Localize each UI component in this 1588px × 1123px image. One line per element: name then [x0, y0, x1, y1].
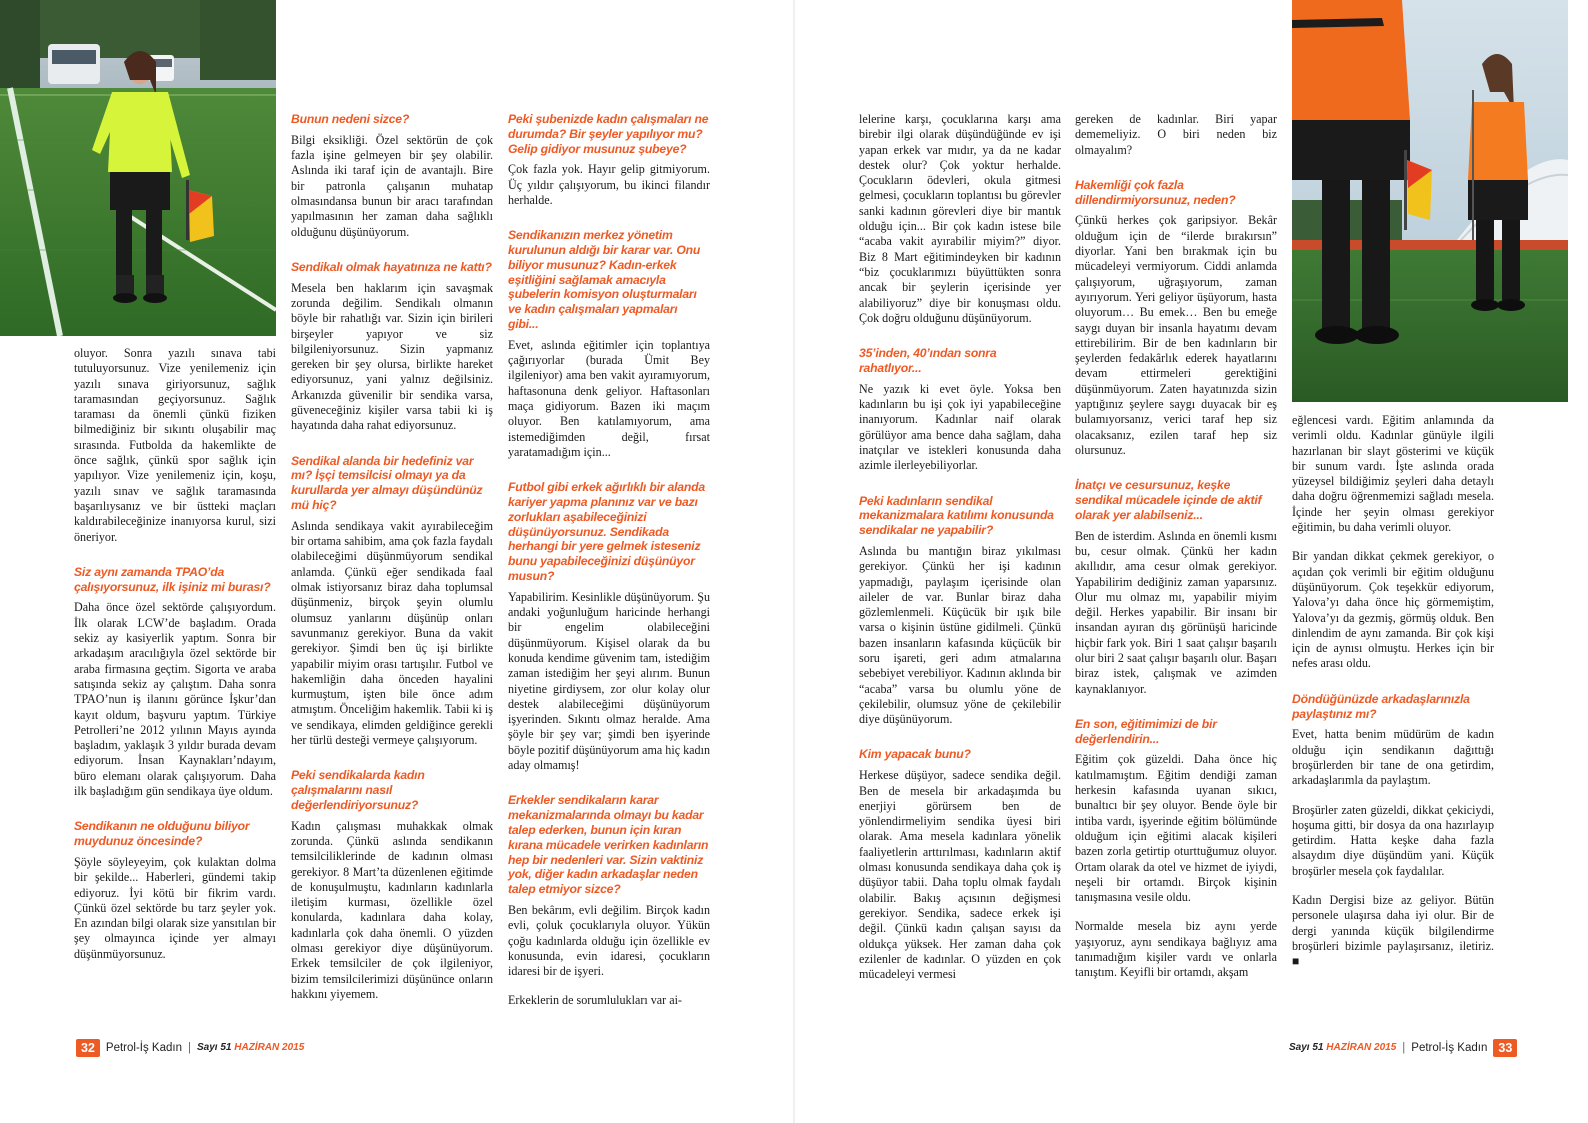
interview-answer: Mesela ben haklarım için savaşmak zorunda değilim. Sendikalı olmanın böyle bir rahatlığı var. Sizin için birileri birşeyler yapıyor ve siz bilgileniyorsunuz. Sizin yapmanız gereken bir şey olursa, birlikte hareket ediyorsunuz, yani yalnız değilsiniz. Arkanızda güvenilir bir sendika varsa, güveneceğiniz kişiler varsa tabii ki iş hayatında daha rahat ediyorsunuz.	[291, 280, 493, 433]
interview-answer: Aslında bu mantığın biraz yıkılması gerekiyor. Çünkü her işi kadının yapmadığı, paylaşım içerisinde olan aileler de var. Bunlar biraz daha gözlemlenmeli. Küçücük bir ışık bile varsa o kişinin üstüne gidilmeli. Çünkü bazen insanların kafasında küçücük bir soru işareti, geri adım atmalarına sebebiyet verebiliyor. Kadının aklında bir “acaba” varsa bu olumlu yöne de çekilebilir, olumsuz yöne de çekilebilir diye düşünüyorum.	[859, 543, 1061, 727]
interview-answer: oluyor. Sonra yazılı sınava tabi tutuluyorsunuz. Vize yenilemeniz için yazılı sınava giriyorsunuz, sağlık taramasından geçiyorsunuz. Sağlık taraması da önemli çünkü fiziken bilmediğiniz bir sıkıntı oluşabilir maç sırasında. Futbolda da hakemlikte de önce sağlık, çünkü spor sağlık için yapılıyor. Vize yenilemeniz için, koşu, yazılı sınav ve sağlık taramasında başarılıysanız ve bir üstteki maçları kaldırabileceğinize inanıyorsa kurul, sizi öneriyor.	[74, 346, 276, 544]
text-column-6	[1292, 413, 1494, 984]
page-number-left: 32	[76, 1039, 100, 1057]
interview-question: Erkekler sendikaların karar mekanizmalarında olmayı bu kadar talep ederken, bunun için kıran kırana mücadele verirken kadınların hep bir nedenleri var. Sizin vaktiniz yok, diğer kadın arkadaşlar neden talep etmiyor sizce?	[508, 793, 709, 897]
interview-answer: Normalde mesela biz aynı yerde yaşıyoruz, aynı sendikaya bağlıyız ama tanımadığım kişiler vardı ve onlarla tanıştım. Keyifli bir ortamdı, akşam	[1075, 919, 1277, 980]
interview-answer: Yapabilirim. Kesinlikle düşünüyorum. Şu andaki yoğunluğum haricinde herhangi bir engelim olabileceğini düşünmüyorum. Kişisel olarak da bu konuda kendime güvenim tam, istediğim zaman istediğim her şeyi alırım. Bunun niyetine girdiysem, zor olur kolay olur destek alabileceğimi düşünüyorum işyerinden. Sıkıntı olmaz heralde. Ama şöyle bir şey var; şimdi ben işyerinde böyle pozitif düşünüyorum ama hiç kadın aday olmamış!	[508, 589, 710, 773]
text-column-4	[859, 112, 1061, 996]
interview-answer: Şöyle söyleyeyim, çok kulaktan dolma bir şekilde... Haberleri, gündemi takip ediyoruz. İyi kötü bir fikrim vardı. Çünkü özel sektörde bu tarz şeyler yok. En azından bilgi olarak size yansıtılan bir şey olmayınca içinde yer almayı düşünmüyorsunuz.	[74, 854, 276, 961]
interview-question: Sendikanızın merkez yönetim kurulunun aldığı bir karar var. Onu biliyor musunuz? Kadın-erkek eşitliğini sağlamak amacıyla şubelerin komisyon oluşturmaları ve kadın çalışmaları yapmaları gibi...	[508, 228, 701, 332]
page-number-right: 33	[1493, 1039, 1517, 1057]
text-column-3	[508, 112, 710, 1023]
interview-question: Futbol gibi erkek ağırlıklı bir alanda kariyer yapma planınız var ve bazı zorlukları aşabileceğinizi düşünüyorsunuz. Sendikada herhangi bir yere gelmek isteseniz bunu yapabileceğinizi düşünüyor musun?	[508, 480, 705, 584]
footer-left	[76, 1037, 304, 1058]
interview-answer: Ben bekârım, evli değilim. Birçok kadın evli, çoluk çocuklarıyla oluyor. Yükün çoğu kadınlarda olduğu için özellikle ev konusunda, evin idaresi, çocukların idaresi bir de işyeri.	[508, 902, 710, 979]
issue-number-right: Sayı 51	[1289, 1042, 1324, 1053]
interview-question: Sendikanın ne olduğunu biliyor muydunuz öncesinde?	[74, 819, 250, 849]
interview-answer: Evet, hatta benim müdürüm de kadın olduğu için sendikanın dağıttığı broşürlerden bir tane de ona getirdim, arkadaşlarımla da paylaştım.	[1292, 727, 1494, 788]
interview-question: Peki kadınların sendikal mekanizmalara katılımı konusunda sendikalar ne yapabilir?	[859, 493, 1054, 538]
text-column-2	[291, 112, 493, 1016]
interview-answer: Bilgi eksikliği. Özel sektörün de çok fazla işine gelmeyen bir şey olabilir. Aslında iki taraf için de avantajlı. Bire bir patronla çalışanın muhatap olmasındansa bunun bir aracı tarafından yapılmasının her zaman daha sağlıklı olduğunu düşünüyorum.	[291, 132, 493, 239]
interview-answer: Çünkü herkes çok garipsiyor. Bekâr olduğum için de “ilerde bırakırsın” diyorlar. Yani ben bırakmak için bu mücadeleyi vermiyorum. Ciddi anlamda çalışıyorum, uğraşıyorum, zaman ayırıyorum. Yeri geliyor üşüyorum, hasta oluyorum… Bu emek… Ben bu emeğe saygı duyan bir insanla hayatımı devam ettirebilirim. Bir de ben kadınların bir şeylerden fedakârlık ederek hayatlarını devam ettirmeleri gerektiğini düşünmüyorum. Zaten hayatınızda sizin yaptığınız şeylere saygı duyacak bir eş bulamıyorsanız, verici taraf hep siz olacaksanız, ezilen taraf hep siz olursunuz.	[1075, 213, 1277, 457]
footer-right	[1289, 1037, 1517, 1058]
interview-question: Sendikal alanda bir hedefiniz var mı? İşçi temsilcisi olmayı ya da kurullarda yer almayı düşündünüz mü hiç?	[291, 453, 483, 513]
interview-answer: Aslında sendikaya vakit ayırabileceğim bir ortama sahibim, ama çok fazla faydalı olabileceğimi düşünmüyorum sendikal anlamda. Çünkü eğer sendikada faal olmak istiyorsanız biraz daha toplumsal düşünmeniz, birçok şeyin olumlu olumsuz yanlarını düşünüp onları savunmanız gerekiyor. Buna da vakit gerekiyor. Şimdi ben üç işi birlikte yapabilir miyim orası tartışılır. Futbol ve hakemliğin daha önceden hayalini kurmuştum, işten bile önce adım atmıştım. Önceliğim hakemlik. Tabii ki iş ve sendikaya, elimden geldiğince gerekli her türlü desteği vermeye çalışıyorum.	[291, 518, 493, 747]
interview-question: Peki sendikalarda kadın çalışmalarını nasıl değerlendiriyorsunuz?	[291, 768, 425, 812]
interview-question: Peki şubenizde kadın çalışmaları ne durumda? Bir şeyler yapılıyor mu? Gelip gidiyor musunuz şubeye?	[508, 112, 709, 156]
issue-info-right	[1289, 1042, 1396, 1053]
referee-holding-flag-photo	[0, 0, 276, 336]
interview-answer: Bir yandan dikkat çekmek gerekiyor, o açıdan çok verimli bir eğitim olduğunu düşünüyorum. Çok teşekkür ediyorum, Yalova’yı daha önce hiç görmemiştim, Yalova’yı da gezmiş, görmüş olduk. Ben dinlendim de aynı zamanda. Bir çok kişi için de aynısı olmuştu. Herkes için bir nefes arası oldu.	[1292, 549, 1494, 671]
interview-answer: eğlencesi vardı. Eğitim anlamında da verimli oldu. Kadınlar günüyle ilgili hazırlanan bir slayt gösterimi ve küçük bir sunum vardı. İşte aslında orada yüzeysel bildiğimiz şeyleri daha detaylı daha doğru öğrenmemizi sağladı mesela. İçinde her şeyin olması gerekiyor eğitimin, bu daha verimli oluyor.	[1292, 413, 1494, 535]
footer-separator-right: |	[1402, 1041, 1406, 1054]
two-referees-photo	[1292, 0, 1568, 402]
interview-answer: Kadın çalışması muhakkak olmak zorunda. Çünkü aslında sendikanın temsilciliklerinde de kadının olması gerekiyor. 8 Mart’ta düzenlenen eğitimde de konuşulmuştu, kadınların kadınlarla iletişim kurması, özellikle özel konularda, kadınlara daha kolay, kadınlarla çok daha önemli. O yüzden olması gerekiyor diye düşünüyorum. Erkek temsilciler de çok ilgileniyor, bizim temsilcilerimizi düşününce onların hakkını yiyemem.	[291, 818, 493, 1001]
magazine-name-right: Petrol-İş Kadın	[1411, 1041, 1488, 1054]
magazine-name-left: Petrol-İş Kadın	[105, 1041, 182, 1054]
page-gutter	[793, 0, 795, 1123]
interview-answer: Ben de isterdim. Aslında en önemli kısmı bu, cesur olmak. Çünkü her kadın akıllıdır, ama cesur olmak gerekiyor. Yapabilirim dediğiniz zaman yaparsınız. Olur mu olmaz mı, yapabilir miyim değil. Herkes yapabilir. Bir insanı bir insandan ayıran dış görünüşü haricinde hiçbir fark yok. Biri 1 saat çalışır başarılı olur biri 2 saat çalışır başarılı olur. Başarı biraz istek, çalışmak ve azimden kaynaklanıyor.	[1075, 528, 1277, 696]
interview-answer: Ne yazık ki evet öyle. Yoksa ben kadınların bu işi çok iyi yapabileceğine inanıyorum. Kadınlar naif olarak görülüyor ama bence daha sağlam, daha inatçılar ve istekleri konusunda daha azimle ilerleyebiliyorlar.	[859, 381, 1061, 473]
interview-question: 35’inden, 40’ından sonra rahatlıyor...	[859, 346, 997, 375]
interview-question: Döndüğünüzde arkadaşlarınızla paylaştınız mı?	[1292, 691, 1470, 721]
interview-question: Siz aynı zamanda TPAO’da çalışıyorsunuz, ilk işiniz mi burası?	[74, 564, 271, 594]
interview-answer: Broşürler zaten güzeldi, dikkat çekiciydi, hoşuma gitti, bir dosya da ona hazırlayıp getirdim. Hatta keşke daha fazla alsaydım diye düşündüm yani. Küçük broşürler mesela çok faydalılar.	[1292, 802, 1494, 878]
interview-question: Bunun nedeni sizce?	[291, 112, 410, 126]
issue-info-left	[197, 1042, 304, 1053]
interview-answer: Erkeklerin de sorumlulukları var ai-	[508, 993, 682, 1008]
interview-answer: Eğitim çok güzeldi. Daha önce hiç katılmamıştım. Eğitim dendiği zaman herkesin kafasında uyanan sıkıcı, bunaltıcı bir şey oluyor. Bende öyle bir intiba vardı, işyerinde eğitim bölümünde olduğum için eğitimi alacak kişileri bazen zorla getirtip oturttuğumuz oluyor. Ortam olarak da otel ve hizmet de iyiydi, neşeli bir ortamdı. Birçok kişinin tanışmasına vesile oldu.	[1075, 752, 1277, 905]
text-column-5	[1075, 112, 1277, 995]
footer-separator-left: |	[187, 1041, 191, 1054]
text-column-1	[74, 346, 276, 976]
interview-question: En son, eğitimimizi de bir değerlendirin...	[1075, 716, 1217, 746]
issue-month-left: HAZİRAN 2015	[234, 1042, 305, 1053]
interview-question: Sendikalı olmak hayatınıza ne kattı?	[291, 259, 492, 274]
interview-answer: Çok fazla yok. Hayır gelip gitmiyorum. Üç yıldır çalışıyorum, bu ikinci filandır herhalde.	[508, 162, 710, 207]
interview-question: Hakemliği çok fazla dillendirmiyorsunuz, neden?	[1075, 177, 1236, 207]
issue-number-left: Sayı 51	[196, 1042, 232, 1053]
interview-question: Kim yapacak bunu?	[859, 747, 971, 762]
interview-answer: Daha önce özel sektörde çalışıyordum. İlk olarak LCW’de başladım. Orada sekiz ay kasiyerlik yaptım. Sonra bir arkadaşım aracılığıyla özel sektörde bir araba firmasına geçtim. Sigorta ve araba satışında sekiz ay çalıştım. Daha sonra TPAO’nun iş ilanını görünce İşkur’dan kayıt oldum, başvuru yaptım. Türkiye Petrolleri’ne 2012 yılının Mayıs ayında başladım, yaklaşık 3 yıldır burada devam ediyorum. İnsan Kaynakları’ndayım, büro elemanı olarak çalışıyorum. Daha ilk başladığım gün sendikaya üye oldum.	[74, 600, 276, 799]
interview-answer: lelerine karşı, çocuklarına karşı ama birebir ilgi olarak düşündüğünde ev işi yapan erkek var mıdır, ya da ne kadar destek olur? Çok yoktur herhalde. Çocukların ödevleri, okula gitmesi gelmesi, çocukların toplantısı bu görevler sanki kadının görevleri diye bir mantık olduğu için... Bir çok kadın istese bile “acaba vakit ayırabilir miyim?” diyor. Biz 8 Mart eğitimindeyken bir kadının “biz çocuklarımızı büyüttükten sonra ancak bir şeylerin içerisinde yer alabiliyoruz” diye bir konuşması oldu. Çok doğru olduğunu düşünüyorum.	[859, 112, 1061, 325]
issue-month-right: HAZİRAN 2015	[1326, 1042, 1397, 1053]
interview-answer: Herkese düşüyor, sadece sendika değil. Ben de mesela bir arkadaşımda bu enerjiyi görürsem ben de yönlendirmeliyim sendika üyesi biri olarak. Ama mesela kadınlara yönelik faaliyetlerin arttırılması, kadınların aktif olması konusunda sendikaya daha çok iş düşüyor tabii. Daha toplu olmak faydalı olabilir. Bakış açısının değişmesi gerekiyor. Sendika, sadece erkek işi değil. Çünkü kadın çalışan sayısı da oldukça yüksek. Her zaman daha çok ezilenler de kadınlar. O yüzden en çok mücadeleyi vermesi	[859, 768, 1061, 982]
interview-answer: Kadın Dergisi bize az geliyor. Bütün personele ulaşırsa daha iyi olur. Bir de dergi yanında küçük bilgilendirme broşürleri bizimle paylaşırsanız, iletiriz. ■	[1292, 893, 1494, 969]
interview-answer: gereken de kadınlar. Biri yapar dememeliyiz. O biri neden biz olmayalım?	[1075, 112, 1277, 157]
interview-question: İnatçı ve cesursunuz, keşke sendikal mücadele içinde de aktif olarak yer alabilseniz...	[1075, 478, 1262, 522]
interview-answer: Evet, aslında eğitimler için toplantıya çağırıyorlar (burada Ümit Bey ilgileniyor) ama ben vakit ayıramıyorum, haftasonuna denk geliyor. Haftasonları maça gidiyorum. Bazen iki maçım oluyor. Ben katılamıyorum, ama istemediğimden değil, fırsat yaratamadığım için...	[508, 337, 710, 459]
